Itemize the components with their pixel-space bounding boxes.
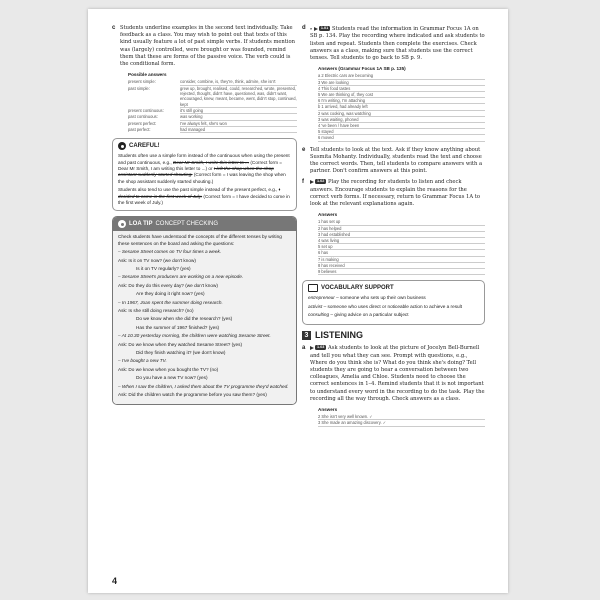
answer-item: 4 was living bbox=[318, 238, 485, 244]
careful-header bbox=[113, 139, 296, 153]
careful-title: CAREFUL! bbox=[129, 143, 160, 150]
answer-item: 9 believes bbox=[318, 269, 485, 275]
answer-item: a 2 Electric cars are becoming bbox=[318, 73, 485, 79]
answers-title: Possible answers bbox=[128, 72, 167, 78]
vocab-term: entrepreneur bbox=[308, 295, 335, 301]
vocab-title: VOCABULARY SUPPORT bbox=[321, 285, 394, 292]
answer-verbs: I've always felt, she's won bbox=[180, 121, 297, 127]
play-icon bbox=[310, 180, 314, 184]
answers-list bbox=[318, 414, 485, 426]
section-f bbox=[302, 179, 485, 275]
vocab-item bbox=[308, 312, 479, 318]
answer-verbs: consider, combine, is, they're, think, admire, she isn't bbox=[180, 79, 297, 85]
section-a bbox=[302, 345, 485, 426]
section-d-text: Students read the information in Grammar Focus 1A on SB p. 134. Play the recording where indicated and ask students to listen and repeat. Students then complete the exercises. Check answers as a class, making sure that students use the correct tenses. Tell students to go back to SB p. 9. bbox=[310, 26, 485, 61]
answer-verbs: was working bbox=[180, 114, 297, 120]
text: (Correct form = I have decided to come in the first week of July.) bbox=[118, 193, 290, 205]
section-e-text: Tell students to look at the text. Ask if they know anything about Susmita Mohanty. Individually, students read the text and choose the correct words. Then, tell students to compare answers with a partner. Don't confirm answers at this point. bbox=[310, 146, 483, 175]
loa-item: – Sesame Street's producers are working on a new episode. bbox=[118, 274, 244, 280]
track-number: 1.01 bbox=[320, 26, 329, 31]
answers-title: Answers bbox=[318, 212, 338, 218]
loa-item: Ask: Do we know when you bought the TV? (no) bbox=[118, 366, 219, 372]
loa-item: Ask: Is she still doing research? (no) bbox=[118, 308, 194, 313]
answer-item: 2 was cooking, was watching bbox=[318, 111, 485, 117]
loa-item: Do we know when she did the research? (yes) bbox=[136, 316, 233, 322]
answer-tense: present continuous: bbox=[128, 107, 164, 113]
left-column bbox=[112, 25, 297, 410]
section-c bbox=[112, 25, 297, 133]
play-icon bbox=[314, 27, 318, 31]
careful-p2 bbox=[118, 187, 291, 206]
section-letter: d bbox=[302, 25, 306, 31]
loa-item: – At 10.30 yesterday morning, the children were watching Sesame Street. bbox=[118, 333, 271, 339]
answers bbox=[318, 406, 485, 427]
vocab-items bbox=[303, 295, 484, 324]
vocab-term: activist bbox=[308, 303, 323, 309]
incorrect-example: I decided to come in the first week of July. bbox=[118, 187, 281, 199]
answer-item: 5 We are thinking of, they cost bbox=[318, 92, 485, 98]
answer-item: 3 We are looking bbox=[318, 80, 485, 86]
section-f-text: Play the recording for students to listen and check answers. Encourage students to explain the reasons for the correct verb forms. If necessary, return to Grammar Focus 1A to look at the relevant explanations again. bbox=[310, 179, 480, 207]
play-icon bbox=[310, 346, 314, 350]
loa-item: Ask: Do they do this every day? (we don't know) bbox=[118, 282, 218, 288]
vocab-definition: – giving advice on a particular subject bbox=[329, 312, 409, 318]
answer-item: 6 moved bbox=[318, 135, 485, 141]
answer-item: 6 has bbox=[318, 250, 485, 256]
track-number: 1.03 bbox=[317, 345, 325, 350]
answer-item: 1 has set up bbox=[318, 219, 485, 225]
fast-forward-icon: » bbox=[310, 26, 313, 31]
answer-item: 2 has helped bbox=[318, 226, 485, 232]
answer-tense: present simple: bbox=[128, 79, 156, 85]
section-letter: c bbox=[112, 25, 116, 31]
track-number: 1.02 bbox=[317, 179, 325, 184]
text: Students often use a simple form instead of the continuous when using the present and past continuous, e.g., bbox=[118, 153, 290, 165]
vocab-item bbox=[308, 304, 479, 310]
answer-item: 4 This food tastes bbox=[318, 86, 485, 92]
answer-verbs: it's still going bbox=[180, 108, 297, 114]
answer-item: 2 She isn't very well known. ✓ bbox=[318, 414, 485, 420]
answer-item: 7 is making bbox=[318, 257, 485, 263]
loa-label: LOA TIP bbox=[129, 221, 153, 228]
loa-header bbox=[113, 217, 296, 231]
loa-item: – I've bought a new TV. bbox=[118, 358, 167, 364]
incorrect-example: Dear Mr Smith, I write this letter to ... bbox=[173, 159, 250, 165]
answer-tense: past perfect: bbox=[128, 126, 151, 132]
text: Students also tend to use the past simple instead of the present perfect, e.g., bbox=[118, 187, 278, 193]
section-d bbox=[302, 25, 485, 142]
answers bbox=[318, 211, 485, 275]
answer-tense: past simple: bbox=[128, 85, 150, 91]
answer-item: 5 set up bbox=[318, 244, 485, 250]
section-letter: e bbox=[302, 146, 306, 153]
answer-verbs: had managed bbox=[180, 127, 297, 133]
answer-item: 4 've been / have been bbox=[318, 123, 485, 129]
answer-item: 5 stayed bbox=[318, 129, 485, 135]
careful-box bbox=[112, 138, 297, 211]
vocab-item bbox=[308, 295, 479, 301]
answer-item: 3 was waiting, phoned bbox=[318, 117, 485, 123]
answers-table bbox=[128, 79, 297, 133]
loa-body bbox=[113, 231, 296, 404]
answer-tense: present perfect: bbox=[128, 120, 157, 126]
answer-item: 3 She made an amazing discovery. ✓ bbox=[318, 420, 485, 426]
eye-icon bbox=[118, 220, 126, 228]
answer-tense: past continuous: bbox=[128, 114, 158, 120]
loa-item: – In 1967, Joan spent the summer doing research. bbox=[118, 299, 223, 305]
answer-row bbox=[128, 127, 297, 133]
loa-title: CONCEPT CHECKING bbox=[155, 221, 219, 228]
loa-intro: Check students have understood the concepts of the different tenses by writing these sentences on the board and asking the questions: bbox=[118, 234, 282, 246]
eye-icon bbox=[118, 142, 126, 150]
loa-item: Ask: Is it on TV now? (we don't know) bbox=[118, 257, 196, 263]
careful-body bbox=[113, 153, 296, 210]
loa-item: Are they doing it right now? (yes) bbox=[136, 291, 205, 297]
loa-item: Is it on TV regularly? (yes) bbox=[136, 265, 191, 271]
loa-item: – When I saw the children, I asked them about the TV programme they'd watched. bbox=[118, 383, 289, 389]
vocab-header bbox=[303, 281, 484, 295]
answers-title: Answers (Grammar Focus 1A SB p. 135) bbox=[318, 66, 406, 72]
loa-item: Do you have a new TV now? (yes) bbox=[136, 375, 208, 381]
answers bbox=[318, 65, 485, 141]
section-title: LISTENING bbox=[315, 330, 364, 341]
answers-title: Answers bbox=[318, 407, 338, 413]
loa-item: Ask: Did the children watch the programme before you saw them? (yes) bbox=[118, 392, 267, 398]
answers-list bbox=[318, 219, 485, 275]
answer-item: b 1 arrived, had already left bbox=[318, 104, 485, 110]
text: (Correct form = Dear Mr Smith, I am writing this letter to ...) or bbox=[118, 159, 283, 171]
listening-heading bbox=[302, 330, 485, 340]
textbook-page bbox=[88, 9, 508, 593]
text: (Correct form = I was leaving the shop when the shop assistant suddenly started shouting.) bbox=[118, 172, 286, 184]
vocabulary-support-box bbox=[302, 280, 485, 325]
answer-item: 8 has received bbox=[318, 263, 485, 269]
section-number: 3 bbox=[302, 331, 311, 340]
loa-tip-box bbox=[112, 216, 297, 405]
careful-p1 bbox=[118, 153, 291, 185]
vocab-definition: – someone who sets up their own business bbox=[334, 295, 426, 301]
right-column bbox=[302, 25, 485, 432]
section-letter: a bbox=[302, 345, 306, 352]
loa-item: Has the summer of 1967 finished? (yes) bbox=[136, 324, 220, 330]
possible-answers bbox=[128, 71, 297, 133]
vocab-definition: – someone who uses direct or noticeable action to achieve a result bbox=[322, 303, 462, 309]
answer-item: 3 had established bbox=[318, 232, 485, 238]
section-letter: f bbox=[302, 179, 304, 186]
answer-verbs: grew up, brought, realised, could, researched, wrote, presented, rejected, thought, didn't have, questioned, was, didn't want, encouraged, knew, meant, became, went, didn't stop, continued, kept bbox=[180, 85, 297, 107]
answers-list bbox=[318, 73, 485, 141]
book-icon bbox=[308, 284, 318, 292]
incorrect-example: I left the shop when the shop assistant suddenly started shouting. bbox=[118, 165, 274, 178]
section-a-text: Ask students to look at the picture of Jocelyn Bell-Burnell and tell you what they can see. Prompt with questions, e.g., Where do you think she is? What do you think she's doing? Tell students they are going to hear a conversation between two colleagues, Amelia and Chloe. Students need to choose the correct sentences in 1–4. Remind students that it is not important to understand every word in the recording to do the task. Play the recording all the way through. Check answers as a class. bbox=[310, 345, 485, 402]
loa-item: Did they finish watching it? (we don't know) bbox=[136, 350, 226, 356]
section-e bbox=[302, 147, 485, 176]
page-number: 4 bbox=[112, 576, 118, 586]
vocab-term: consulting bbox=[308, 312, 330, 318]
answer-item: 6 I'm writing, I'm attaching bbox=[318, 98, 485, 104]
loa-item: Ask: Do we know when they watched Sesame Street? (yes) bbox=[118, 341, 243, 347]
loa-items bbox=[118, 249, 291, 398]
loa-item: – Sesame Street comes on TV four times a week. bbox=[118, 249, 222, 255]
section-c-text: Students underline examples in the second text individually. Take feedback as a class. You may wish to point out that texts of this kind usually feature a lot of past simple verbs. If students mention was (largely) controlled, were brought or was founded, remind them that these are forms of the passive voice. The verb could is the conditional form. bbox=[120, 25, 295, 68]
answer-row bbox=[128, 86, 297, 108]
